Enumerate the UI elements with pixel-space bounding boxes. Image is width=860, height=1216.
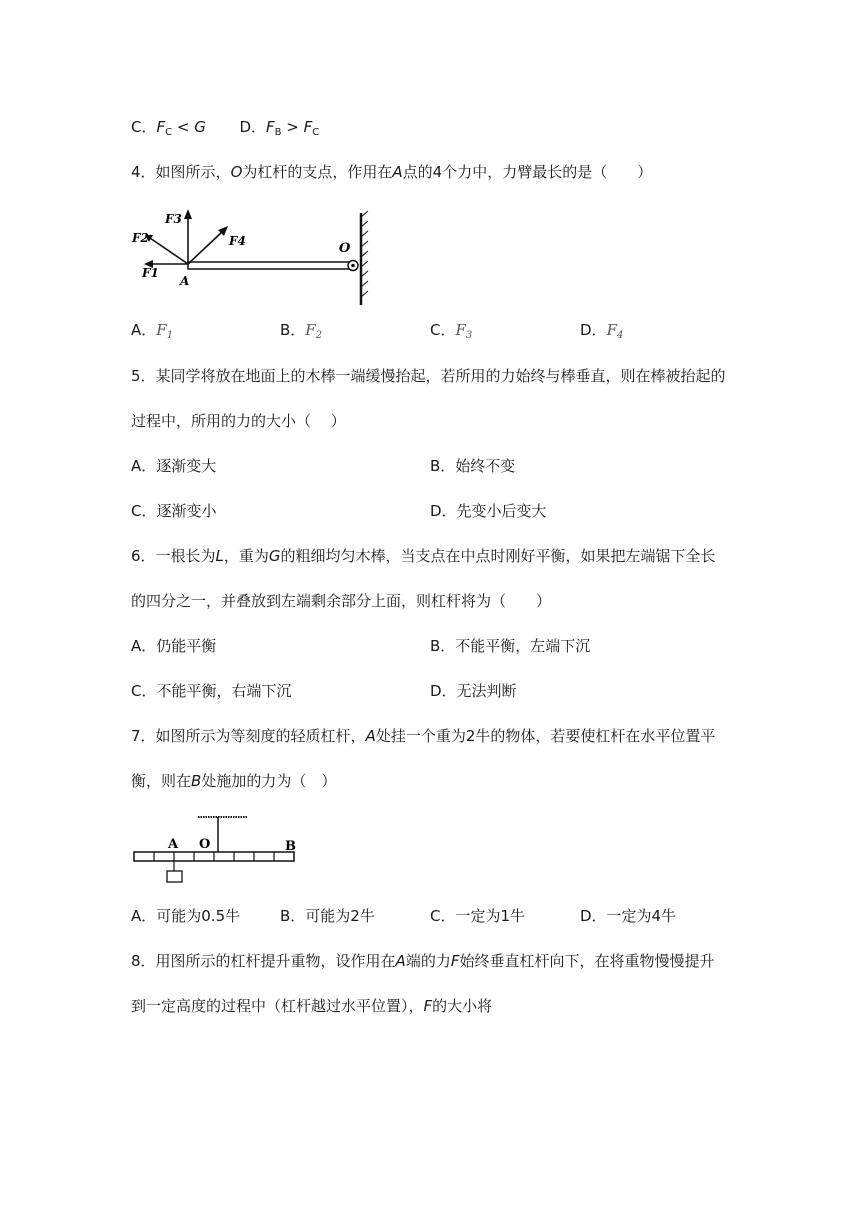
q6-option-a[interactable]: A．仍能平衡 bbox=[131, 637, 217, 655]
label-f4: F4 bbox=[229, 234, 246, 248]
q8-stem-line1: 8．用图所示的杠杆提升重物，设作用在A端的力F始终垂直杠杆向下，在将重物慢慢提升 bbox=[131, 952, 715, 970]
q7-option-b[interactable]: B．可能为2牛 bbox=[280, 907, 375, 925]
q4-option-a[interactable]: A．$F_1$ bbox=[131, 321, 174, 341]
q4-option-d[interactable]: D．$F_4$ bbox=[580, 321, 624, 341]
q5-option-c[interactable]: C．逐渐变小 bbox=[131, 502, 217, 520]
q5-stem-line2: 过程中，所用的力的大小（ ） bbox=[131, 412, 346, 430]
lever-bar bbox=[188, 262, 353, 269]
label-f1: F1 bbox=[142, 266, 159, 280]
label-f3: F3 bbox=[165, 212, 182, 226]
q3-option-c[interactable]: C．$F_C < G$ bbox=[131, 118, 206, 138]
q7-lever-figure bbox=[130, 810, 305, 886]
q5-option-d[interactable]: D．先变小后变大 bbox=[430, 502, 547, 520]
q7-stem-line2: 衡，则在B处施加的力为（ ） bbox=[131, 772, 337, 790]
label-o: O bbox=[199, 837, 211, 852]
label-b: B bbox=[285, 839, 296, 854]
q7-option-a[interactable]: A．可能为0.5牛 bbox=[131, 907, 241, 925]
label-a: A bbox=[168, 837, 179, 852]
force-f4-arrow bbox=[188, 231, 223, 264]
q6-option-d[interactable]: D．无法判断 bbox=[430, 682, 517, 700]
q7-option-c[interactable]: C．一定为1牛 bbox=[430, 907, 526, 925]
q8-stem-line2: 到一定高度的过程中（杠杆越过水平位置），F的大小将 bbox=[131, 997, 493, 1015]
q7-stem-line1: 7．如图所示为等刻度的轻质杠杆，A处挂一个重为2牛的物体，若要使杠杆在水平位置平 bbox=[131, 727, 716, 745]
hanging-weight bbox=[167, 871, 182, 882]
q6-stem-line2: 的四分之一，并叠放到左端剩余部分上面，则杠杆将为（ ） bbox=[131, 592, 552, 610]
label-o: O bbox=[339, 241, 351, 256]
q3-options-row bbox=[131, 117, 319, 143]
q6-option-b[interactable]: B．不能平衡，左端下沉 bbox=[430, 637, 591, 655]
q3-option-d[interactable]: D．$F_B > F_C$ bbox=[239, 118, 320, 138]
q4-stem: 4．如图所示，O为杠杆的支点，作用在A点的4个力中，力臂最长的是（ ） bbox=[131, 163, 653, 181]
label-f2: F2 bbox=[132, 231, 149, 245]
q4-option-c[interactable]: C．$F_3$ bbox=[430, 321, 473, 341]
q5-stem-line1: 5．某同学将放在地面上的木棒一端缓慢抬起，若所用的力始终与棒垂直，则在棒被抬起的 bbox=[131, 367, 726, 385]
q4-option-b[interactable]: B．$F_2$ bbox=[280, 321, 323, 341]
q4-lever-figure bbox=[128, 205, 378, 310]
q5-option-b[interactable]: B．始终不变 bbox=[430, 457, 516, 475]
label-a: A bbox=[180, 274, 190, 288]
q6-stem-line1: 6．一根长为L，重为G的粗细均匀木棒，当支点在中点时刚好平衡，如果把左端锯下全长 bbox=[131, 547, 716, 565]
q5-option-a[interactable]: A．逐渐变大 bbox=[131, 457, 217, 475]
q7-option-d[interactable]: D．一定为4牛 bbox=[580, 907, 677, 925]
q6-option-c[interactable]: C．不能平衡，右端下沉 bbox=[131, 682, 292, 700]
force-f2-arrow bbox=[150, 238, 188, 264]
